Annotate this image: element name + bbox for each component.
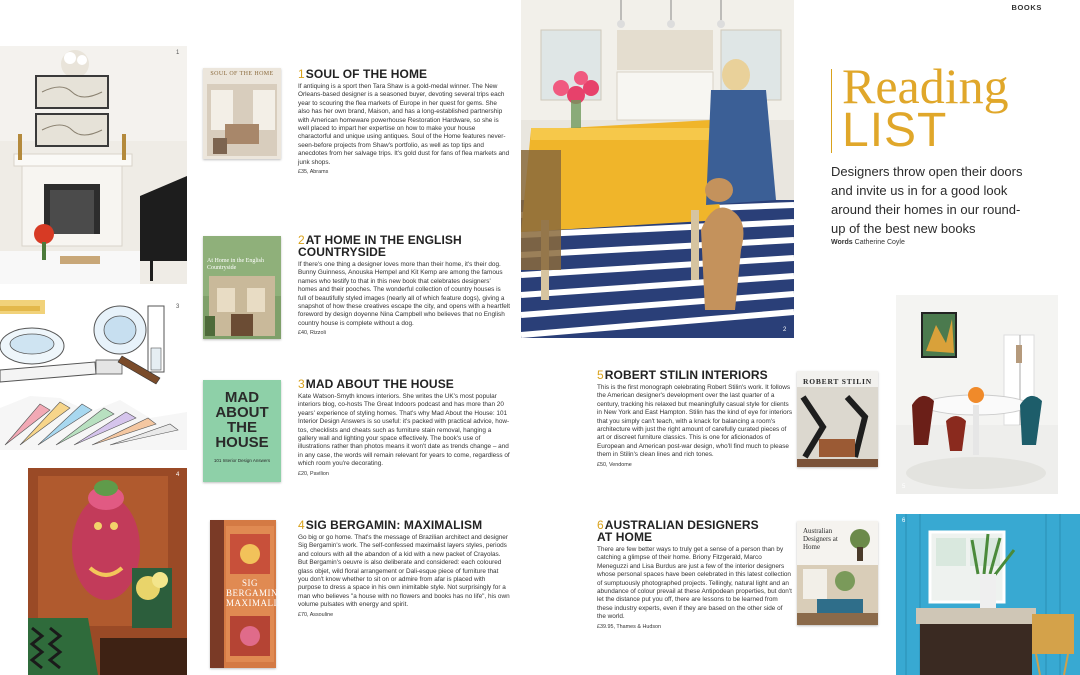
photo-number: 5 — [902, 484, 906, 490]
book-heading — [597, 369, 793, 381]
photo-2-kitchen-dining — [521, 0, 794, 338]
cover-title: Australian Designers at Home — [803, 527, 838, 551]
book-number: 1 — [298, 67, 305, 81]
feature-title-reading: Reading — [842, 58, 1009, 114]
book-body: If antiquing is a sport then Tara Shaw is a gold-medal winner. The New Orleans-based designer is a seasoned buyer, devoting several trips each year to scouring the flea markets of Europe in her quest for gems. She also has her own brand, Maison, and has a long-established partnership with American homeware powerhouse Restoration Hardware, so she is well placed to impart her expertise on how to make your house charactorful and unique using antiques. Soul of the Home features never-seen-before projects from Shaw's portfolio, as well as top tips and anecdotes from her salvage trips. It's gold dust for fans of flea markets and junk shops. — [298, 83, 510, 166]
book-title: ROBERT STILIN INTERIORS — [604, 368, 768, 382]
book-number: 2 — [298, 233, 305, 247]
byline — [831, 239, 905, 246]
cover-title: ROBERT STILIN — [803, 377, 872, 386]
book-entry — [597, 369, 793, 469]
photo-number: 3 — [176, 304, 180, 310]
book-entry — [597, 519, 793, 631]
book-cover-at-home-english-countryside — [203, 236, 281, 339]
book-title: AUSTRALIAN DESIGNERS AT HOME — [597, 518, 759, 544]
book-cover-soul-of-the-home — [203, 68, 281, 159]
book-body: If there's one thing a designer loves more than their home, it's their dog. Bunny Guinness, Anouska Hempel and Kit Kemp are among the famous names who testify to that in this new book that celebrates designers' homes and their pooches. The wonderful collection of country houses is full of beautifully styled images (nearly all of which feature dogs), giving a snapshot of how these creatives escape the city, and opens with a heartfelt foreword by design doyenne Nina Campbell who believes that no English country house is complete without a dog. — [298, 261, 510, 327]
photo-5-dining-room — [896, 295, 1058, 494]
book-price: £39.95, Thames & Hudson — [597, 623, 662, 630]
book-cover-sig-bergamin — [210, 520, 292, 668]
book-price: £70, Assouline — [298, 611, 334, 618]
book-heading — [298, 234, 478, 258]
photo-number: 2 — [783, 327, 787, 333]
title-rule — [831, 69, 832, 153]
book-entry — [298, 68, 510, 176]
book-title: SIG BERGAMIN: MAXIMALISM — [305, 518, 483, 532]
book-title: SOUL OF THE HOME — [305, 67, 428, 81]
book-price: £40, Rizzoli — [298, 330, 326, 337]
book-body: There are few better ways to truly get a sense of a person than by catching a glimpse of their home. Briony Fitzgerald, Marco Meneguzzi and Lisa Burdus are just a few of the interior designers whose personal spaces have been celebrated in this latest collection of sumptuously photographed projects. Tellingly, natural light and an abundance of colour prevail at these Antipodean properties, but don't let the distance put you off, there are lessons to be learned from these industry experts, even if they are based on the other side of the world. — [597, 546, 792, 621]
book-number: 5 — [597, 368, 604, 382]
cover-subtitle: 101 Interior Design Answers — [213, 458, 271, 463]
book-price: £20, Pavilion — [298, 470, 329, 477]
book-number: 4 — [298, 518, 305, 532]
book-body: This is the first monograph celebrating Robert Stilin's work. It follows the American designer's development over the last quarter of a century, tracking his relaxed but meaningfully casual style for clients in New York and East Hampton. Stilin has the kind of eye for interiors that you simply can't teach, with a knack for balancing a room's architecture with just the right amount of carefully curated pieces of art or discreet furniture classics. This is one for aficionados of European and American post-war design, who'll find much to please them in Stilin's clean lines and rich tones. — [597, 384, 793, 459]
photo-number: 6 — [902, 518, 906, 524]
cover-title: At Home in the English Countryside — [207, 258, 264, 271]
photo-1-living-room — [0, 46, 187, 284]
book-entry — [298, 519, 510, 619]
book-price: £35, Abrams — [298, 169, 329, 176]
book-entry — [298, 234, 510, 337]
book-cover-mad-about-the-house — [203, 380, 281, 482]
byline-name: Catherine Coyle — [854, 239, 905, 246]
book-heading — [298, 519, 510, 531]
cover-title: SOUL OF THE HOME — [210, 71, 274, 77]
photo-number: 4 — [176, 472, 180, 478]
book-cover-robert-stilin — [797, 371, 878, 467]
section-tag: BOOKS — [1011, 3, 1042, 12]
book-cover-australian-designers — [797, 521, 878, 625]
photo-number: 1 — [176, 50, 180, 56]
book-entry — [298, 378, 510, 478]
cover-title: SIG BERGAMIN MAXIMALISM — [226, 578, 292, 608]
book-number: 3 — [298, 377, 305, 391]
book-heading — [298, 378, 510, 390]
book-number: 6 — [597, 518, 604, 532]
cover-title: MAD ABOUT THE HOUSE — [215, 389, 269, 451]
book-title: AT HOME IN THE ENGLISH COUNTRYSIDE — [298, 233, 462, 259]
photo-4-maximalist-room — [28, 468, 187, 675]
book-body: Go big or go home. That's the message of Brazilian architect and designer Sig Bergamin's work. The self-confessed maximalist layers styles, periods and colours with all the abandon of a kid with a new packet of Crayolas. But Bergamin's oeuvre is also deliberate and considered: each coloured glass objet, wild floral arrangement or Dali-esque piece of furniture that you don't know whether to sit on or admire from afar is placed with purpose to dress a space in his own inimitable style. Not surprisingly for a man who believes "a house with no flowers and books has no life", his own volume pulsates with energy and spirit. — [298, 534, 510, 609]
book-heading — [298, 68, 510, 80]
book-heading — [597, 519, 767, 543]
photo-6-blue-room — [896, 514, 1080, 675]
book-title: MAD ABOUT THE HOUSE — [305, 377, 454, 391]
feature-title-list: LIST — [842, 104, 948, 157]
book-price: £50, Vendome — [597, 461, 632, 468]
book-body: Kate Watson-Smyth knows interiors. She writes the UK's most popular interiors blog, co-hosts The Great Indoors podcast and has more than 20 years' experience of styling homes. That's why Mad About the House: 101 Interior Design Answers is so useful: it's packed with practical advice, how-tos, checklists and cheats such as furniture stain removal, hanging a gallery wall and lighting your space effectively. The book's use of illustrations rather than photos means it won't date as trends change – and in any case, the words will remain relevant for years to come, regardless of which room you're decorating. — [298, 393, 510, 468]
photo-3-illustration — [0, 300, 187, 450]
feature-standfirst: Designers throw open their doors and invite us in for a good look around their homes in our round-up of the best new books — [831, 164, 1023, 236]
byline-label: Words — [831, 239, 853, 246]
